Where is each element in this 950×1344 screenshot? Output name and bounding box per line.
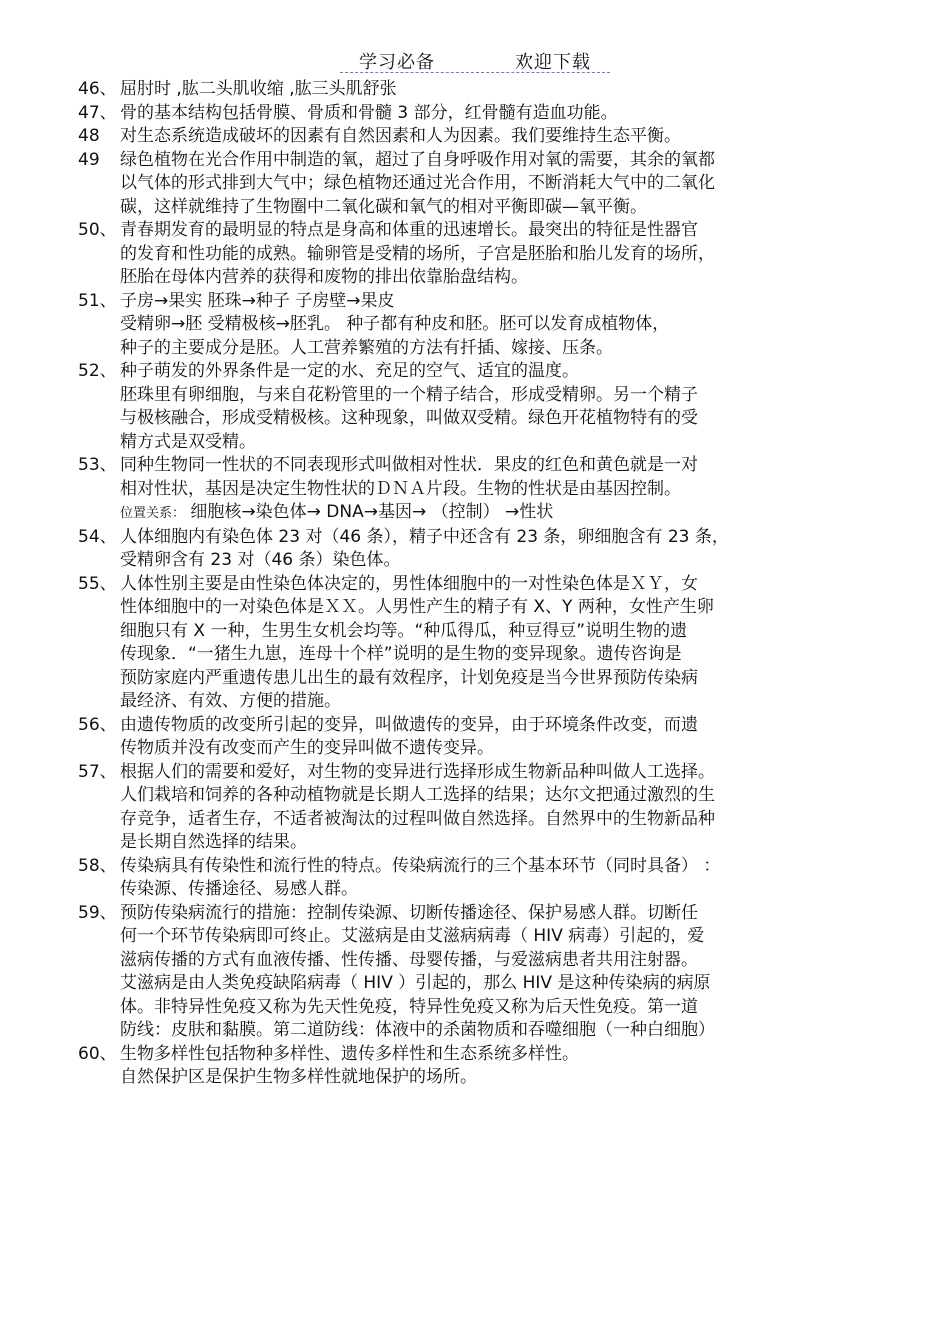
item-number: 48 <box>78 126 100 146</box>
list-item <box>78 454 878 526</box>
item-line: 存竞争，适者生存，不适者被淘汰的过程叫做自然选择。自然界中的生物新品种 <box>120 808 715 829</box>
item-number: 53、 <box>78 455 117 475</box>
item-number: 50、 <box>78 220 117 240</box>
item-line: 传染源、传播途径、易感人群。 <box>120 879 358 899</box>
item-line: 绿色植物在光合作用中制造的氧，超过了自身呼吸作用对氧的需要，其余的氧都 <box>120 149 715 170</box>
item-line: 屈肘时 ,肱二头肌收缩 ,肱三头肌舒张 <box>120 79 397 99</box>
item-line: 以气体的形式排到大气中；绿色植物还通过光合作用，不断消耗大气中的二氧化 <box>120 173 715 193</box>
item-line: 艾滋病是由人类免疫缺陷病毒（ HIV ）引起的，那么 HIV 是这种传染病的病原 <box>120 973 711 993</box>
item-line: 与极核融合，形成受精极核。这种现象，叫做双受精。绿色开花植物特有的受 <box>120 408 698 428</box>
list-item <box>78 714 878 761</box>
item-line: 性体细胞中的一对染色体是ＸＸ。人男性产生的精子有 X、Y 两种，女性产生卵 <box>120 597 714 617</box>
item-line: 传染病具有传染性和流行性的特点。传染病流行的三个基本环节（同时具备） ： <box>120 855 721 876</box>
item-line: 相对性状，基因是决定生物性状的ＤＮＡ片段。生物的性状是由基因控制。 <box>120 478 681 499</box>
item-line: 受精卵含有 23 对（46 条）染色体。 <box>120 550 401 570</box>
item-line: 滋病传播的方式有血液传播、性传播、母婴传播，与爱滋病患者共用注射器。 <box>120 949 698 970</box>
header-divider <box>340 72 610 73</box>
item-line: 体。非特异性免疫又称为先天性免疫，特异性免疫又称为后天性免疫。第一道 <box>120 996 698 1017</box>
item-number: 55、 <box>78 573 117 594</box>
list-item <box>78 149 878 220</box>
item-line: 子房→果实 胚珠→种子 子房壁→果皮 <box>120 290 395 311</box>
item-line: 预防传染病流行的措施：控制传染源、切断传播途径、保护易感人群。切断任 <box>120 902 698 923</box>
item-line: 生物多样性包括物种多样性、遗传多样性和生态系统多样性。 <box>120 1043 579 1064</box>
item-line: 同种生物同一性状的不同表现形式叫做相对性状．果皮的红色和黄色就是一对 <box>120 455 698 475</box>
item-number: 58、 <box>78 855 117 876</box>
item-line: 的发育和性功能的成熟。输卵管是受精的场所，子宫是胚胎和胎儿发育的场所， <box>120 243 715 264</box>
relation-line <box>120 501 878 526</box>
item-line: 预防家庭内严重遗传患儿出生的最有效程序，计划免疫是当今世界预防传染病 <box>120 667 698 688</box>
item-number: 47、 <box>78 102 117 123</box>
item-line: 由遗传物质的改变所引起的变异，叫做遗传的变异，由于环境条件改变，而遗 <box>120 714 698 735</box>
item-number: 52、 <box>78 361 117 381</box>
item-line: 种子萌发的外界条件是一定的水、充足的空气、适宜的温度。 <box>120 361 579 381</box>
item-number: 46、 <box>78 79 117 99</box>
list-item <box>78 102 878 126</box>
item-number: 60、 <box>78 1043 117 1064</box>
item-line: 人们栽培和饲养的各种动植物就是长期人工选择的结果；达尔文把通过激烈的生 <box>120 785 715 805</box>
item-number: 54、 <box>78 526 117 547</box>
item-line: 防线：皮肤和黏膜。第二道防线：体液中的杀菌物质和吞噬细胞（一种白细胞） <box>120 1020 715 1040</box>
list-item <box>78 855 878 902</box>
list-item <box>78 78 878 102</box>
page-header <box>0 48 950 74</box>
item-line: 精方式是双受精。 <box>120 431 256 452</box>
item-number: 57、 <box>78 761 117 782</box>
item-line: 是长期自然选择的结果。 <box>120 832 307 852</box>
header-left: 学习必备 <box>359 52 435 73</box>
header-right: 欢迎下载 <box>515 52 591 73</box>
item-line: 胚珠里有卵细胞，与来自花粉管里的一个精子结合，形成受精卵。另一个精子 <box>120 384 698 405</box>
item-line: 传物质并没有改变而产生的变异叫做不遗传变异。 <box>120 738 494 758</box>
item-line: 受精卵→胚 受精极核→胚乳。 种子都有种皮和胚。胚可以发育成植物体， <box>120 314 670 334</box>
item-line: 最经济、有效、方便的措施。 <box>120 691 341 711</box>
item-number: 51、 <box>78 290 117 311</box>
item-line: 传现象．“一猪生九崽，连母十个样”说明的是生物的变异现象。遗传咨询是 <box>120 644 682 664</box>
item-line: 骨的基本结构包括骨膜、骨质和骨髓 3 部分，红骨髓有造血功能。 <box>120 102 618 123</box>
item-number: 59、 <box>78 902 117 923</box>
item-line: 青春期发育的最明显的特点是身高和体重的迅速增长。最突出的特征是性器官 <box>120 220 698 240</box>
document-body <box>78 78 878 1090</box>
item-line: 细胞只有 X 一种，生男生女机会均等。“种瓜得瓜，种豆得豆”说明生物的遗 <box>120 620 688 641</box>
list-item <box>78 290 878 361</box>
item-line: 自然保护区是保护生物多样性就地保护的场所。 <box>120 1067 477 1087</box>
relation-text: 细胞核→染色体→ DNA→基因→ （控制） →性状 <box>185 502 554 522</box>
list-item <box>78 1043 878 1090</box>
item-line: 人体性别主要是由性染色体决定的，男性体细胞中的一对性染色体是ＸＹ，女 <box>120 573 698 594</box>
list-item <box>78 360 878 454</box>
list-item <box>78 219 878 290</box>
item-number: 49 <box>78 149 100 170</box>
list-item <box>78 573 878 714</box>
relation-label: 位置关系： <box>120 506 186 521</box>
list-item <box>78 526 878 573</box>
item-line: 对生态系统造成破坏的因素有自然因素和人为因素。我们要维持生态平衡。 <box>120 126 681 146</box>
item-line: 人体细胞内有染色体 23 对（46 条），精子中还含有 23 条，卵细胞含有 23 条， <box>120 526 729 547</box>
item-line: 何一个环节传染病即可终止。艾滋病是由艾滋病病毒（ HIV 病毒）引起的，爱 <box>120 926 705 946</box>
item-number: 56、 <box>78 714 117 735</box>
item-line: 种子的主要成分是胚。人工营养繁殖的方法有扦插、嫁接、压条。 <box>120 337 613 358</box>
list-item <box>78 902 878 1043</box>
item-line: 碳，这样就维持了生物圈中二氧化碳和氧气的相对平衡即碳—氧平衡。 <box>120 196 647 217</box>
list-item <box>78 761 878 855</box>
item-line: 胚胎在母体内营养的获得和废物的排出依靠胎盘结构。 <box>120 267 528 287</box>
list-item <box>78 125 878 149</box>
item-line: 根据人们的需要和爱好，对生物的变异进行选择形成生物新品种叫做人工选择。 <box>120 761 715 782</box>
